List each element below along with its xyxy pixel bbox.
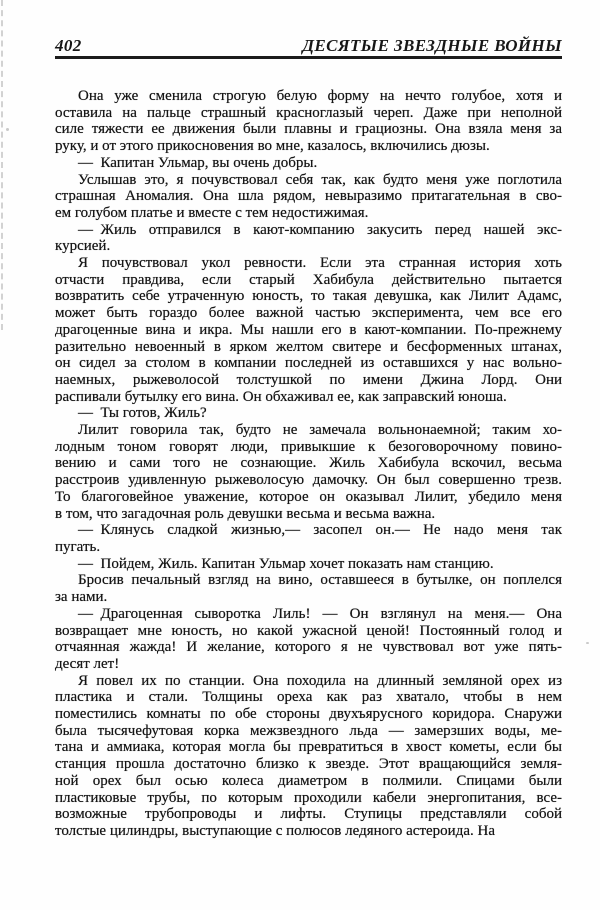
text-line: ной орех был осью колеса диаметром в полмили. Спицами были bbox=[55, 772, 562, 789]
text-line: оставила на пальце страшный красноглазый череп. Даже при неполной bbox=[55, 104, 562, 121]
text-line: возвращает мне юность, но какой ужасной ценой! Постоянный голод и bbox=[55, 622, 562, 639]
text-line: Я повел их по станции. Она походила на длинный земляной орех из bbox=[78, 672, 562, 689]
paragraph bbox=[55, 88, 562, 155]
paragraph bbox=[55, 172, 562, 222]
paragraph bbox=[55, 572, 562, 605]
text-line: возвратить себе утраченную юность, то такая девушка, как Лилит Адамс, bbox=[55, 288, 562, 305]
text-line: распивали бутылку его вина. Он обхаживал ее, как заправский юноша. bbox=[55, 388, 507, 405]
text-line: — Драгоценная сыворотка Лиль! — Он взглянул на меня.— Она bbox=[78, 605, 562, 622]
header-rule bbox=[55, 56, 562, 59]
text-line: курсией. bbox=[55, 238, 111, 255]
scan-speck bbox=[6, 128, 9, 131]
scan-speck bbox=[586, 642, 589, 644]
text-line: лодным тоном говорят люди, привыкшие к безоговорочному повино- bbox=[55, 438, 562, 455]
paragraph bbox=[55, 405, 562, 422]
running-title: ДЕСЯТЫЕ ЗВЕЗДНЫЕ ВОЙНЫ bbox=[302, 36, 562, 55]
text-line: отчаянная жажда! И желание, которого я не чувствовал вот уже пять- bbox=[55, 639, 562, 656]
paragraph bbox=[55, 606, 562, 673]
text-line: тана и аммиака, которая могла бы превратиться в хвост кометы, если бы bbox=[55, 739, 562, 756]
page-header bbox=[55, 36, 562, 56]
text-line: пугать. bbox=[55, 538, 101, 555]
page-number: 402 bbox=[55, 36, 82, 55]
text-line: Лилит говорила так, будто не замечала вольнонаемной; таким хо- bbox=[78, 422, 562, 439]
text-line: — Капитан Ульмар, вы очень добры. bbox=[78, 154, 318, 171]
text-line: — Пойдем, Жиль. Капитан Ульмар хочет показать нам станцию. bbox=[78, 555, 494, 572]
text-line: за нами. bbox=[55, 589, 108, 606]
text-line: Я почувствовал укол ревности. Если эта странная история хоть bbox=[78, 255, 562, 272]
text-line: — Клянусь сладкой жизнью,— засопел он.— Не надо меня так bbox=[78, 522, 562, 539]
text-line: руку, и от этого прикосновения во мне, казалось, включились дюзы. bbox=[55, 138, 490, 155]
text-line: Бросив печальный взгляд на вино, оставшееся в бутылке, он поплелся bbox=[78, 572, 562, 589]
text-line: наемных, рыжеволосой толстушкой по имени Джина Лорд. Они bbox=[55, 371, 562, 388]
text-line: толстые цилиндры, выступающие с полюсов ледяного астероида. На bbox=[55, 822, 495, 839]
text-line: — Ты готов, Жиль? bbox=[78, 405, 207, 422]
text-line: десят лет! bbox=[55, 655, 120, 672]
paragraph bbox=[55, 255, 562, 405]
text-line: разительно невоенный в ярком желтом свитере и бесформенных штанах, bbox=[55, 338, 562, 355]
text-line: он сидел за столом в компании последней из оставшихся у нас вольно- bbox=[55, 355, 562, 372]
text-line: станция прошла достаточно близко к звезде. Этот вращающийся земля- bbox=[55, 756, 562, 773]
text-line: — Жиль отправился в кают-компанию закусить перед нашей экс- bbox=[78, 221, 562, 238]
paragraph bbox=[55, 556, 562, 573]
body-text bbox=[55, 88, 562, 840]
paragraph bbox=[55, 222, 562, 255]
paragraph bbox=[55, 673, 562, 840]
text-line: отчасти правдива, если старый Хабибула действительно пытается bbox=[55, 271, 562, 288]
text-line: ем голубом платье и вместе с тем недостижимая. bbox=[55, 204, 369, 221]
paragraph bbox=[55, 155, 562, 172]
text-line: То благоговейное уважение, которое он оказывал Лилит, убедило меня bbox=[55, 488, 562, 505]
text-line: в том, что загадочная роль девушки весьма и весьма важна. bbox=[55, 505, 436, 522]
text-line: пластиковые трубы, по которым проходили кабели энергопитания, все- bbox=[55, 789, 562, 806]
text-line: пластика и стали. Толщины ореха как раз хватало, чтобы в нем bbox=[55, 689, 562, 706]
text-line: Она уже сменила строгую белую форму на нечто голубое, хотя и bbox=[78, 88, 562, 104]
text-line: была тысячефутовая корка межзвездного льда — замерзших воды, ме- bbox=[55, 722, 562, 739]
text-line: драгоценные вина и икра. Мы нашли его в кают-компании. По-прежнему bbox=[55, 321, 562, 338]
text-line: может быть гораздо более важной частью эксперимента, чем все его bbox=[55, 305, 562, 322]
text-line: Услышав это, я почувствовал себя так, как будто меня уже поглотила bbox=[78, 171, 562, 188]
text-line: расстроив удивленную рыжеволосую дамочку. Он был совершенно трезв. bbox=[55, 472, 562, 489]
paragraph bbox=[55, 422, 562, 522]
text-line: возможные трубопроводы и лифты. Ступицы представляли собой bbox=[55, 806, 562, 823]
scan-edge-artifact bbox=[1, 0, 3, 330]
text-line: силе тяжести ее движения были плавны и грациозны. Она взяла меня за bbox=[55, 121, 562, 138]
text-line: вению и сами того не сознающие. Жиль Хабибула вскочил, весьма bbox=[55, 455, 562, 472]
text-line: поместились комнаты по обе стороны двухъярусного коридора. Снаружи bbox=[55, 706, 562, 723]
text-line: страшная Аномалия. Она шла рядом, невыразимо притагательная в сво- bbox=[55, 188, 562, 205]
paragraph bbox=[55, 522, 562, 555]
